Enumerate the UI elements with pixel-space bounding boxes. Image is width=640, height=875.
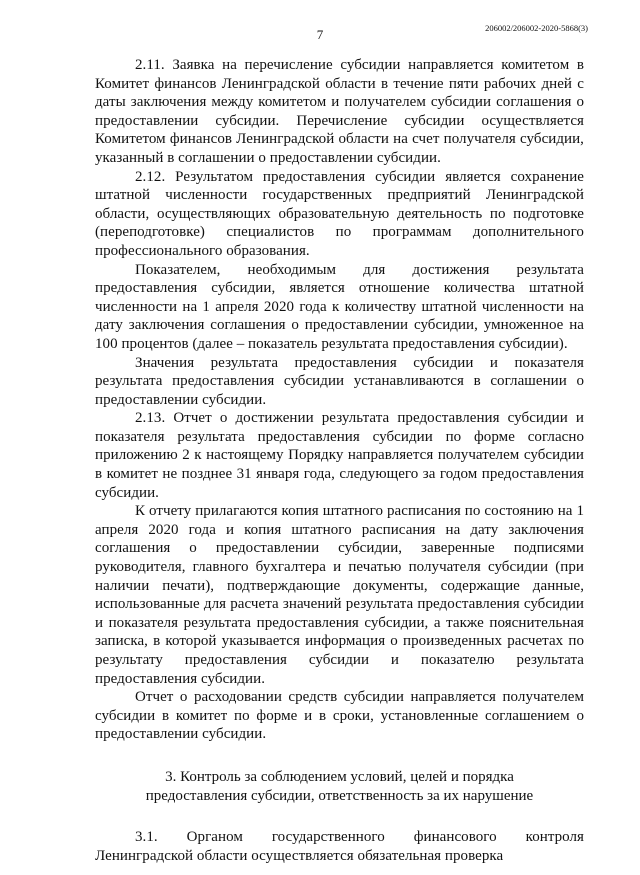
paragraph-2-13: 2.13. Отчет о достижении результата предоставления субсидии и показателя результата предоставления субсидии по форме согласно приложению 2 к настоящему Порядку направляется получателем субсидии в комитет не позднее 31 января года, следующего за годом предоставления субсидии. [95,410,584,501]
paragraph-2-12: 2.12. Результатом предоставления субсидии является сохранение штатной численности государственных предприятий Ленинградской области, осуществляющих образовательную деятельность по подготовке (переподготовке) специалистов по программам дополнительного профессионального образования. [95,168,584,259]
paragraph-indicator: Показателем, необходимым для достижения результата предоставления субсидии, является отношение количества штатной численности на 1 апреля 2020 года к количеству штатной численности на дату заключения соглашения о предоставлении субсидии, умноженное на 100 процентов (далее – показатель результата предоставления субсидии). [95,261,584,352]
section-3-heading-line-1: 3. Контроль за соблюдением условий, целей и порядка [165,768,514,785]
section-3-heading [95,768,584,805]
page-number: 7 [316,27,324,42]
document-body [95,56,584,865]
paragraph-3-1: 3.1. Органом государственного финансового контроля Ленинградской области осуществляется обязательная проверка [95,829,584,864]
paragraph-expense-report: Отчет о расходовании средств субсидии направляется получателем субсидии в комитет по форме и в сроки, установленные соглашением о предоставлении субсидии. [95,689,584,743]
section-3-heading-line-2: предоставления субсидии, ответственность за их нарушение [145,787,534,804]
paragraph-report-attachments: К отчету прилагаются копия штатного расписания по состоянию на 1 апреля 2020 года и копия штатного расписания на дату заключения соглашения о предоставлении субсидии, заверенные подписями руководителя, главного бухгалтера и печатью получателя субсидии (при наличии печати), подтверждающие документы, содержащие данные, использованные для расчета значений результата предоставления субсидии и показателя результата предоставления субсидии, а также пояснительная записка, в которой указывается информация о произведенных расчетах по результату предоставления субсидии и показателю результата предоставления субсидии. [95,503,584,687]
paragraph-2-11: 2.11. Заявка на перечисление субсидии направляется комитетом в Комитет финансов Ленинградской области в течение пяти рабочих дней с даты заключения между комитетом и получателем субсидии соглашения о предоставлении субсидии. Перечисление субсидии осуществляется Комитетом финансов Ленинградской области на счет получателя субсидии, указанный в соглашении о предоставлении субсидии. [95,57,584,166]
document-code: 206002/206002-2020-5868(3) [485,23,588,33]
paragraph-values: Значения результата предоставления субсидии и показателя результата предоставления субсидии устанавливаются в соглашении о предоставлении субсидии. [95,354,584,408]
